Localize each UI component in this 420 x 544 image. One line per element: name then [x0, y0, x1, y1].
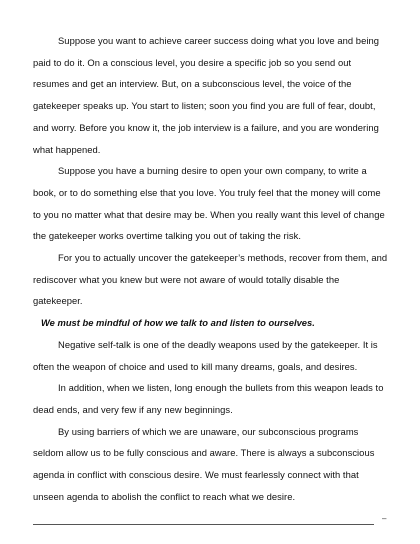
- footer-mark: –: [382, 514, 387, 523]
- footer-rule: [33, 524, 374, 525]
- document-page: [33, 30, 390, 507]
- paragraph-career-success: Suppose you want to achieve career success doing what you love and being paid to do it. On a conscious level, you desire a specific job so you send out resumes and get an interview. But, on a subconscious level, the voice of the gatekeeper speaks up. You start to listen; soon you find you are full of fear, doubt, and worry. Before you know it, the job interview is a failure, and you are wondering what happened.: [33, 35, 379, 155]
- paragraph-burning-desire: Suppose you have a burning desire to open your own company, to write a book, or to do something else that you love. You truly feel that the money will come to you no matter what that desire may be. When you really want this level of change the gatekeeper works overtime talking you out of taking the risk.: [33, 165, 385, 242]
- section-heading: We must be mindful of how we talk to and listen to ourselves.: [41, 317, 315, 329]
- paragraph-barriers: By using barriers of which we are unaware, our subconscious programs seldom allow us to be fully conscious and aware. There is always a subconscious agenda in conflict with conscious desire. We must fearlessly connect with that unseen agenda to abolish the conflict to reach what we desire.: [33, 425, 375, 502]
- paragraph-uncover-methods: For you to actually uncover the gatekeeper’s methods, recover from them, and rediscover what you knew but were not aware of would totally disable the gatekeeper.: [33, 252, 388, 307]
- paragraph-bullets: In addition, when we listen, long enough the bullets from this weapon leads to dead ends, and very few if any new beginnings.: [33, 382, 384, 415]
- paragraph-negative-self-talk: Negative self-talk is one of the deadly weapons used by the gatekeeper. It is often the weapon of choice and used to kill many dreams, goals, and desires.: [33, 338, 378, 372]
